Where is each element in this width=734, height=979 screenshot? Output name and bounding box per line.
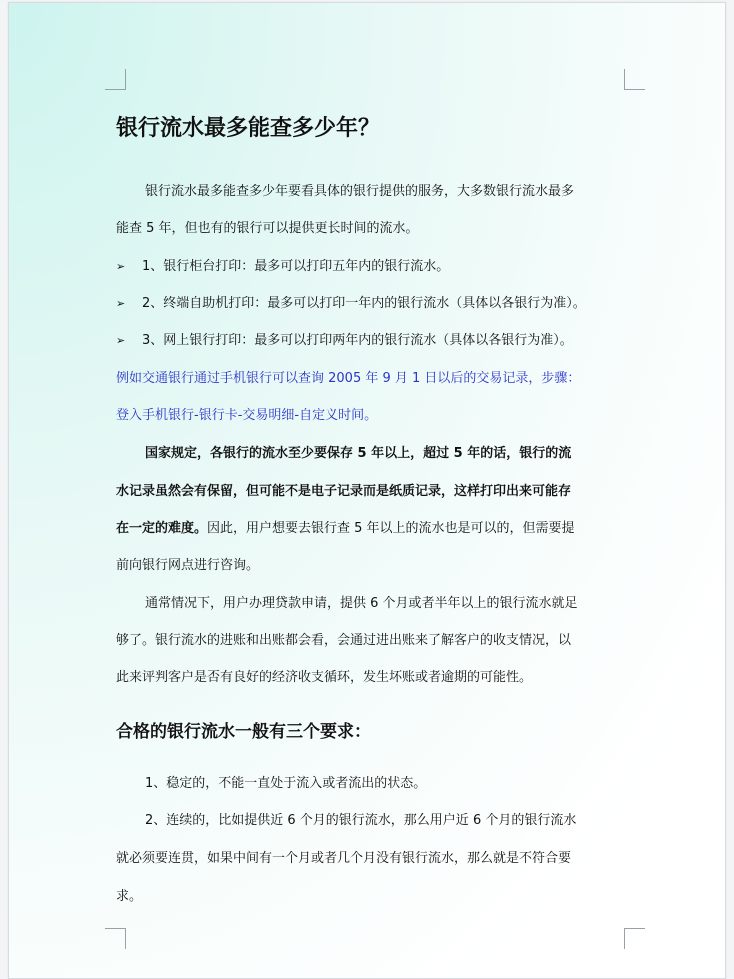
loan-line-3: 此来评判客户是否有良好的经济收支循环，发生坏账或者逾期的可能性。 — [116, 670, 533, 685]
crop-mark-bottom-left — [105, 928, 126, 949]
arrow-bullet-icon: ➢ — [116, 297, 126, 310]
bullet-item — [116, 295, 616, 313]
section-heading: 合格的银行流水一般有三个要求： — [116, 722, 371, 742]
bullet-text: 1、银行柜台打印：最多可以打印五年内的银行流水。 — [142, 259, 450, 274]
regulation-line-3 — [116, 520, 616, 538]
bullet-text: 2、终端自助机打印：最多可以打印一年内的银行流水（具体以各银行为准）。 — [142, 296, 586, 311]
example-line-1: 例如交通银行通过手机银行可以查询 2005 年 9 月 1 日以后的交易记录，步骤： — [116, 371, 581, 386]
intro-line-2: 能查 5 年，但也有的银行可以提供更长时间的流水。 — [116, 221, 419, 236]
crop-mark-top-left — [105, 69, 126, 90]
bullet-item — [116, 332, 616, 350]
crop-mark-bottom-right — [624, 928, 645, 949]
requirement-1: 1、稳定的，不能一直处于流入或者流出的状态。 — [145, 776, 427, 791]
arrow-bullet-icon: ➢ — [116, 260, 126, 273]
requirement-2-line-2: 就必须要连贯，如果中间有一个月或者几个月没有银行流水，那么就是不符合要 — [116, 851, 572, 866]
crop-mark-top-right — [624, 69, 645, 90]
loan-line-1: 通常情况下，用户办理贷款申请，提供 6 个月或者半年以上的银行流水就足 — [145, 596, 578, 611]
intro-line-1: 银行流水最多能查多少年要看具体的银行提供的服务，大多数银行流水最多 — [145, 184, 575, 199]
regulation-line-3-bold: 在一定的难度。 — [116, 521, 208, 536]
regulation-line-3-rest: 因此，用户想要去银行查 5 年以上的流水也是可以的，但需要提 — [207, 521, 575, 536]
arrow-bullet-icon: ➢ — [116, 334, 126, 347]
example-line-2: 登入手机银行-银行卡-交易明细-自定义时间。 — [116, 408, 378, 423]
regulation-line-4: 前向银行网点进行咨询。 — [116, 558, 260, 573]
bullet-item — [116, 258, 616, 276]
requirement-2-line-3: 求。 — [116, 889, 143, 904]
requirement-2-line-1: 2、连续的，比如提供近 6 个月的银行流水，那么用户近 6 个月的银行流水 — [145, 813, 577, 828]
loan-line-2: 够了。银行流水的进账和出账都会看，会通过进出账来了解客户的收支情况，以 — [116, 633, 572, 648]
bullet-text: 3、网上银行打印：最多可以打印两年内的银行流水（具体以各银行为准）。 — [142, 333, 573, 348]
page-title: 银行流水最多能查多少年？ — [116, 115, 381, 141]
regulation-line-2: 水记录虽然会有保留，但可能不是电子记录而是纸质记录，这样打印出来可能存 — [116, 484, 572, 499]
regulation-line-1: 国家规定，各银行的流水至少要保存 5 年以上，超过 5 年的话，银行的流 — [145, 446, 572, 461]
